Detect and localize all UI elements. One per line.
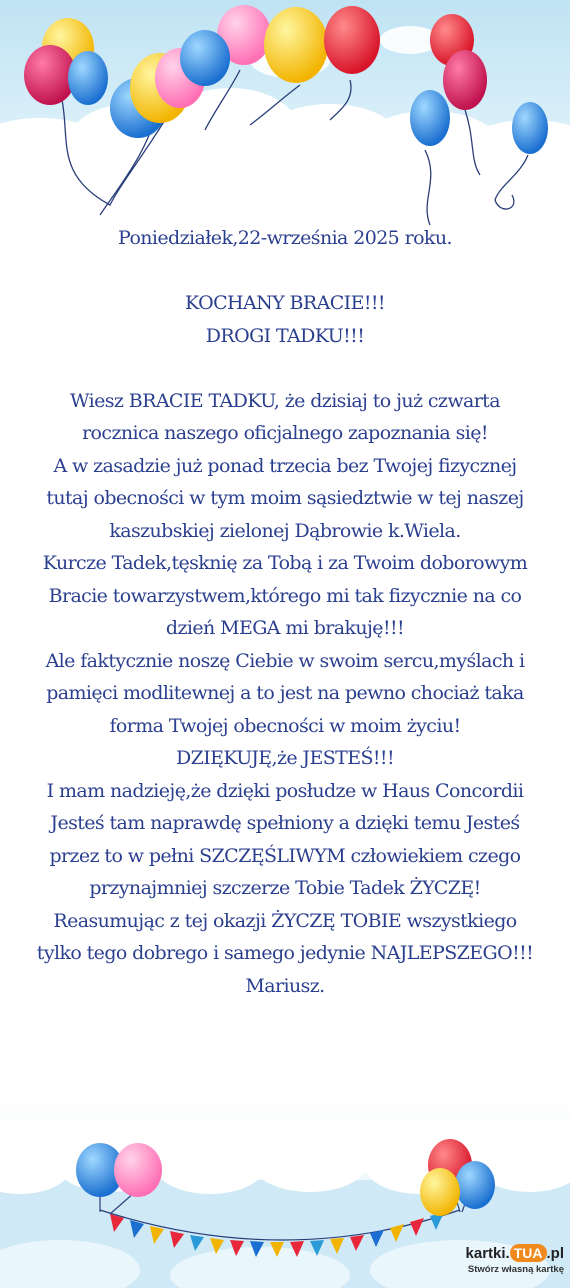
greeting-line-2: DROGI TADKU!!! xyxy=(205,324,365,347)
logo-prefix: kartki. xyxy=(465,1245,510,1262)
message-line: Kurcze Tadek,tęsknię za Tobą i za Twoim doborowym xyxy=(42,552,528,574)
date-line: Poniedziałek,22-września 2025 roku. xyxy=(118,227,452,249)
message-line: Ale faktycznie noszę Ciebie w swoim sercu,myślach i xyxy=(45,649,525,672)
message-line: rocznica naszego oficjalnego zapoznania się! xyxy=(82,422,488,444)
message-line: pamięci modlitewnej a to jest na pewno chociaż taka xyxy=(46,682,524,704)
logo-wordmark xyxy=(446,1244,564,1264)
top-balloons-illustration xyxy=(0,0,570,230)
message-line: tutaj obecności w tym moim sąsiedztwie w tej naszej xyxy=(46,487,524,509)
message-line: przynajmniej szczerze Tobie Tadek ŻYCZĘ! xyxy=(89,877,481,899)
message-line: Reasumując z tej okazji ŻYCZĘ TOBIE wszystkiego xyxy=(53,909,517,932)
message-line: forma Twojej obecności w moim życiu! xyxy=(109,714,461,737)
logo-badge: TUA xyxy=(510,1244,547,1262)
message-line: I mam nadzieję,że dzięki posłudze w Haus Concordii xyxy=(46,779,524,802)
site-logo[interactable] xyxy=(446,1244,564,1284)
message-line: Jesteś tam naprawdę spełniony a dzięki temu Jesteś xyxy=(50,812,520,834)
logo-suffix: .pl xyxy=(546,1245,564,1262)
message-line: Wiesz BRACIE TADKU, że dzisiaj to już czwarta xyxy=(70,389,500,412)
message-line: przez to w pełni SZCZĘŚLIWYM człowiekiem czego xyxy=(49,844,521,867)
message-line: kaszubskiej zielonej Dąbrowie k.Wiela. xyxy=(109,519,461,542)
signature-line: Mariusz. xyxy=(245,974,325,997)
message-line: tylko tego dobrego i samego jedynie NAJLEPSZEGO!!! xyxy=(36,942,534,964)
greeting-line-1: KOCHANY BRACIE!!! xyxy=(185,292,385,314)
message-line: DZIĘKUJĘ,że JESTEŚ!!! xyxy=(175,747,395,769)
logo-tagline: Stwórz własną kartkę xyxy=(467,1264,564,1275)
message-line: Bracie towarzystwem,którego mi tak fizycznie na co xyxy=(48,584,522,607)
message-line: A w zasadzie już ponad trzecia bez Twojej fizycznej xyxy=(53,454,517,477)
card-message xyxy=(10,222,560,1002)
message-line: dzień MEGA mi brakuję!!! xyxy=(165,617,405,639)
